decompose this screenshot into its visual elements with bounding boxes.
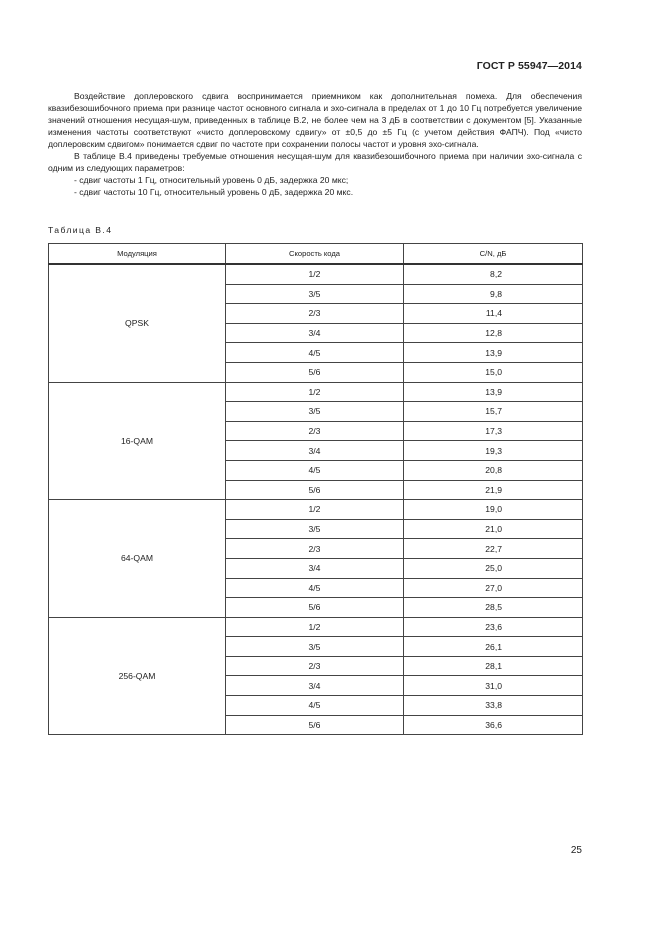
- list-item: - сдвиг частоты 10 Гц, относительный уровень 0 дБ, задержка 20 мкс.: [74, 187, 354, 197]
- code-rate-cell: 5/6: [226, 480, 404, 500]
- code-rate-cell: 3/5: [226, 402, 404, 422]
- cn-value-cell: 31,0: [404, 676, 583, 696]
- cn-value-cell: 19,0: [404, 500, 583, 520]
- page-number: 25: [570, 845, 582, 856]
- table-row: [49, 500, 583, 520]
- table-body: [49, 264, 583, 735]
- cn-value-cell: 8,2: [404, 264, 583, 284]
- code-rate-cell: 2/3: [226, 656, 404, 676]
- cn-value-cell: 33,8: [404, 696, 583, 716]
- cn-value-cell: 23,6: [404, 617, 583, 637]
- modulation-cell: 64-QAM: [49, 500, 226, 618]
- code-rate-cell: 1/2: [226, 264, 404, 284]
- code-rate-cell: 5/6: [226, 715, 404, 735]
- cn-value-cell: 15,0: [404, 362, 583, 382]
- cn-value-cell: 26,1: [404, 637, 583, 657]
- table-row: [49, 264, 583, 284]
- code-rate-cell: 2/3: [226, 539, 404, 559]
- cn-value-cell: 20,8: [404, 460, 583, 480]
- modulation-cell: 256-QAM: [49, 617, 226, 735]
- cn-value-cell: 28,1: [404, 656, 583, 676]
- code-rate-cell: 5/6: [226, 362, 404, 382]
- table-row: [49, 617, 583, 637]
- code-rate-cell: 4/5: [226, 696, 404, 716]
- code-rate-cell: 2/3: [226, 304, 404, 324]
- code-rate-cell: 1/2: [226, 617, 404, 637]
- cn-value-cell: 13,9: [404, 343, 583, 363]
- cn-value-cell: 15,7: [404, 402, 583, 422]
- code-rate-cell: 3/4: [226, 323, 404, 343]
- cn-value-cell: 25,0: [404, 558, 583, 578]
- table-header-row: [49, 244, 583, 265]
- cn-value-cell: 19,3: [404, 441, 583, 461]
- document-header: ГОСТ Р 55947—2014: [476, 60, 582, 72]
- cn-value-cell: 21,0: [404, 519, 583, 539]
- cn-value-cell: 27,0: [404, 578, 583, 598]
- code-rate-cell: 4/5: [226, 343, 404, 363]
- header-cn: C/N, дБ: [404, 244, 583, 265]
- code-rate-cell: 3/5: [226, 637, 404, 657]
- cn-value-cell: 28,5: [404, 598, 583, 618]
- cn-value-cell: 17,3: [404, 421, 583, 441]
- code-rate-cell: 4/5: [226, 460, 404, 480]
- code-rate-cell: 5/6: [226, 598, 404, 618]
- cn-value-cell: 11,4: [404, 304, 583, 324]
- modulation-cell: QPSK: [49, 264, 226, 382]
- code-rate-cell: 1/2: [226, 500, 404, 520]
- code-rate-cell: 4/5: [226, 578, 404, 598]
- list-item: - сдвиг частоты 1 Гц, относительный уровень 0 дБ, задержка 20 мкс;: [74, 175, 349, 185]
- code-rate-cell: 2/3: [226, 421, 404, 441]
- code-rate-cell: 3/4: [226, 558, 404, 578]
- cn-requirements-table: [48, 243, 583, 735]
- cn-value-cell: 9,8: [404, 284, 583, 304]
- code-rate-cell: 3/5: [226, 284, 404, 304]
- code-rate-cell: 3/4: [226, 676, 404, 696]
- modulation-cell: 16-QAM: [49, 382, 226, 500]
- table-row: [49, 382, 583, 402]
- cn-value-cell: 36,6: [404, 715, 583, 735]
- header-code-rate: Скорость кода: [226, 244, 404, 265]
- cn-value-cell: 13,9: [404, 382, 583, 402]
- paragraph-table-intro: В таблице В.4 приведены требуемые отношения несущая-шум для квазибезошибочного приема при наличии эхо-сигнала с одним из следующих параметров:: [48, 151, 582, 173]
- body-text: [48, 90, 582, 198]
- header-modulation: Модуляция: [49, 244, 226, 265]
- paragraph-doppler: Воздействие доплеровского сдвига воспринимается приемником как дополнительная помеха. Для обеспечения квазибезошибочного приема при разнице частот основного сигнала и эхо-сигнала в пределах от 1 до 10 Гц потребуется увеличение значений отношения несущая-шум, приведенных в таблице В.2, не более чем на 3 дБ в соответствии с документом [5]. Указанные изменения частоты соответствуют «чисто доплеровскому сдвигу» от ±0,5 до ±5 Гц (с учетом действия ФАПЧ). Под «чисто доплеровским сдвигом» понимается сдвиг по частоте при сохранении полосы частот и уровня эхо-сигнала.: [48, 91, 582, 149]
- cn-value-cell: 22,7: [404, 539, 583, 559]
- code-rate-cell: 3/5: [226, 519, 404, 539]
- code-rate-cell: 3/4: [226, 441, 404, 461]
- code-rate-cell: 1/2: [226, 382, 404, 402]
- cn-value-cell: 12,8: [404, 323, 583, 343]
- table-caption: Таблица В.4: [48, 225, 113, 235]
- cn-value-cell: 21,9: [404, 480, 583, 500]
